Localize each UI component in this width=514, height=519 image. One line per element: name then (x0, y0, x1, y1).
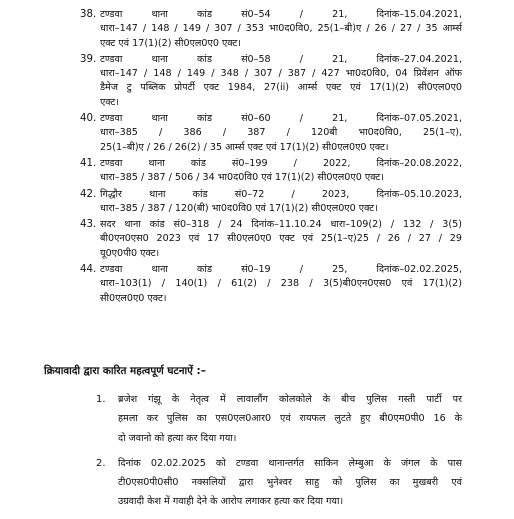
case-item-42 (80, 188, 462, 217)
case-text-line: बी0एन0एस0 2023 एवं 17 सी0एल0ए0 एक्ट एवं 25(1–ए)25 / 26 / 27 / 29 (100, 233, 462, 245)
case-number: 39. (80, 53, 97, 65)
case-item-41 (80, 157, 462, 186)
case-list (80, 8, 462, 308)
case-text-line: धारा–385 / 387 / 506 / 34 भा0द0वि0 एवं 17(1)(2) सी0एल0ए0 एक्ट। (100, 172, 384, 184)
case-number: 40. (80, 113, 97, 125)
case-text-line: टण्डवा थाना कांड सं0–60 / 21, दिनांक–07.05.2021, (100, 113, 462, 125)
incident-text-line: उग्रवादी केश में गवाही देने के आरोप लगाकर हत्या कर दिया गया। (118, 496, 344, 508)
case-text-line: धारा–385 / 386 / 387 / 120बी भा0द0वि0, 25(1–ए), (100, 127, 462, 139)
case-text-line: धारा–103(1) / 140(1) / 61(2) / 238 / 3(5)बी0एन0एस0 एवं 17(1)(2) (100, 278, 462, 290)
case-item-43 (80, 218, 462, 261)
incident-item-2 (96, 454, 462, 512)
incident-list (96, 390, 462, 518)
case-text-line: एक्ट एवं 17(1)(2) सी0एल0ए0 एक्ट। (100, 37, 241, 49)
case-text-line: धारा–385 / 387 / 120(बी) भा0द0वि0 एवं 17(1)(2) सी0एल0ए0 एक्ट। (100, 202, 378, 214)
case-item-39 (80, 53, 462, 110)
incident-item-1 (96, 390, 462, 448)
case-number: 43. (80, 219, 97, 231)
case-text-line: सदर थाना कांड सं0–318 / 24 दिनांक–11.10.24 धारा–109(2) / 132 / 3(5) (100, 219, 462, 231)
incident-number: 2. (96, 457, 106, 469)
incident-number: 1. (96, 394, 106, 405)
case-number: 42. (80, 188, 97, 200)
incident-text-line: दो जवानो को हत्या कर दिया गया। (118, 432, 237, 444)
case-text-line: डैमेज टु पब्लिक प्रोपर्टी एक्ट 1984, 27(ii) आर्म्स एक्ट एवं 17(1)(2) सी0एल0ए0 (100, 82, 462, 94)
case-text-line: सी0एल0ए0 एक्ट। (100, 292, 167, 304)
section-heading: क्रियावादी द्वारा कारित महत्वपूर्ण घटनाऐं :– (44, 365, 206, 377)
case-text-line: धारा–147 / 148 / 149 / 307 / 353 भा0द0वि0, 25(1–बी)ए / 26 / 27 / 35 आर्म्स (100, 23, 462, 35)
case-text-line: टण्डवा थाना कांड सं0–199 / 2022, दिनांक–20.08.2022, (100, 157, 462, 169)
incident-text-line: दिनांक 02.02.2025 को टण्डवा थानान्तर्गत साकिन लेम्बुआ के जंगल के पास (118, 457, 462, 469)
case-number: 44. (80, 264, 97, 276)
incident-text-line: ब्रजेश गंझू के नेतृत्व में लावालौंग कोलकोले के बीच पुलिस गस्ती पार्टी पर (118, 394, 462, 405)
case-text-line: 25(1–बी)ए / 26 / 26(2) / 35 आर्म्स एक्ट एवं 17(1)(2) सी0एल0ए0 एक्ट। (100, 141, 389, 153)
case-text-line: धारा–147 / 148 / 149 / 348 / 307 / 387 / 427 भा0द0वि0, 04 प्रिवेंशन ऑफ (100, 68, 462, 80)
case-text-line: टण्डवा थाना कांड सं0–19 / 25, दिनांक–02.02.2025, (100, 264, 462, 276)
case-number: 38. (80, 9, 97, 20)
case-item-40 (80, 112, 462, 155)
case-number: 41. (80, 157, 97, 169)
incident-text-line: हमला कर पुलिस का एस0एल0आर0 एवं रायफल लुटते हुए बी0एम0पी0 16 के (118, 413, 462, 425)
case-text-line: यू0ए0पी0 एक्ट। (100, 247, 160, 259)
case-text-line: एक्ट। (100, 96, 120, 108)
case-text-line: टण्डवा थाना कांड सं0–58 / 21, दिनांक–27.04.2021, (100, 53, 462, 65)
case-item-44 (80, 263, 462, 306)
case-item-38 (80, 8, 462, 51)
case-text-line: गिद्धौर थाना कांड सं0–72 / 2023, दिनांक–05.10.2023, (100, 188, 462, 200)
incident-text-line: टी0एस0पी0सी0 नक्सलियों द्वारा भुनेश्वर साहु को पुलिस का मुखबरी एवं (118, 477, 462, 489)
case-text-line: टण्डवा थाना कांड सं0–54 / 21, दिनांक–15.04.2021, (100, 9, 462, 20)
